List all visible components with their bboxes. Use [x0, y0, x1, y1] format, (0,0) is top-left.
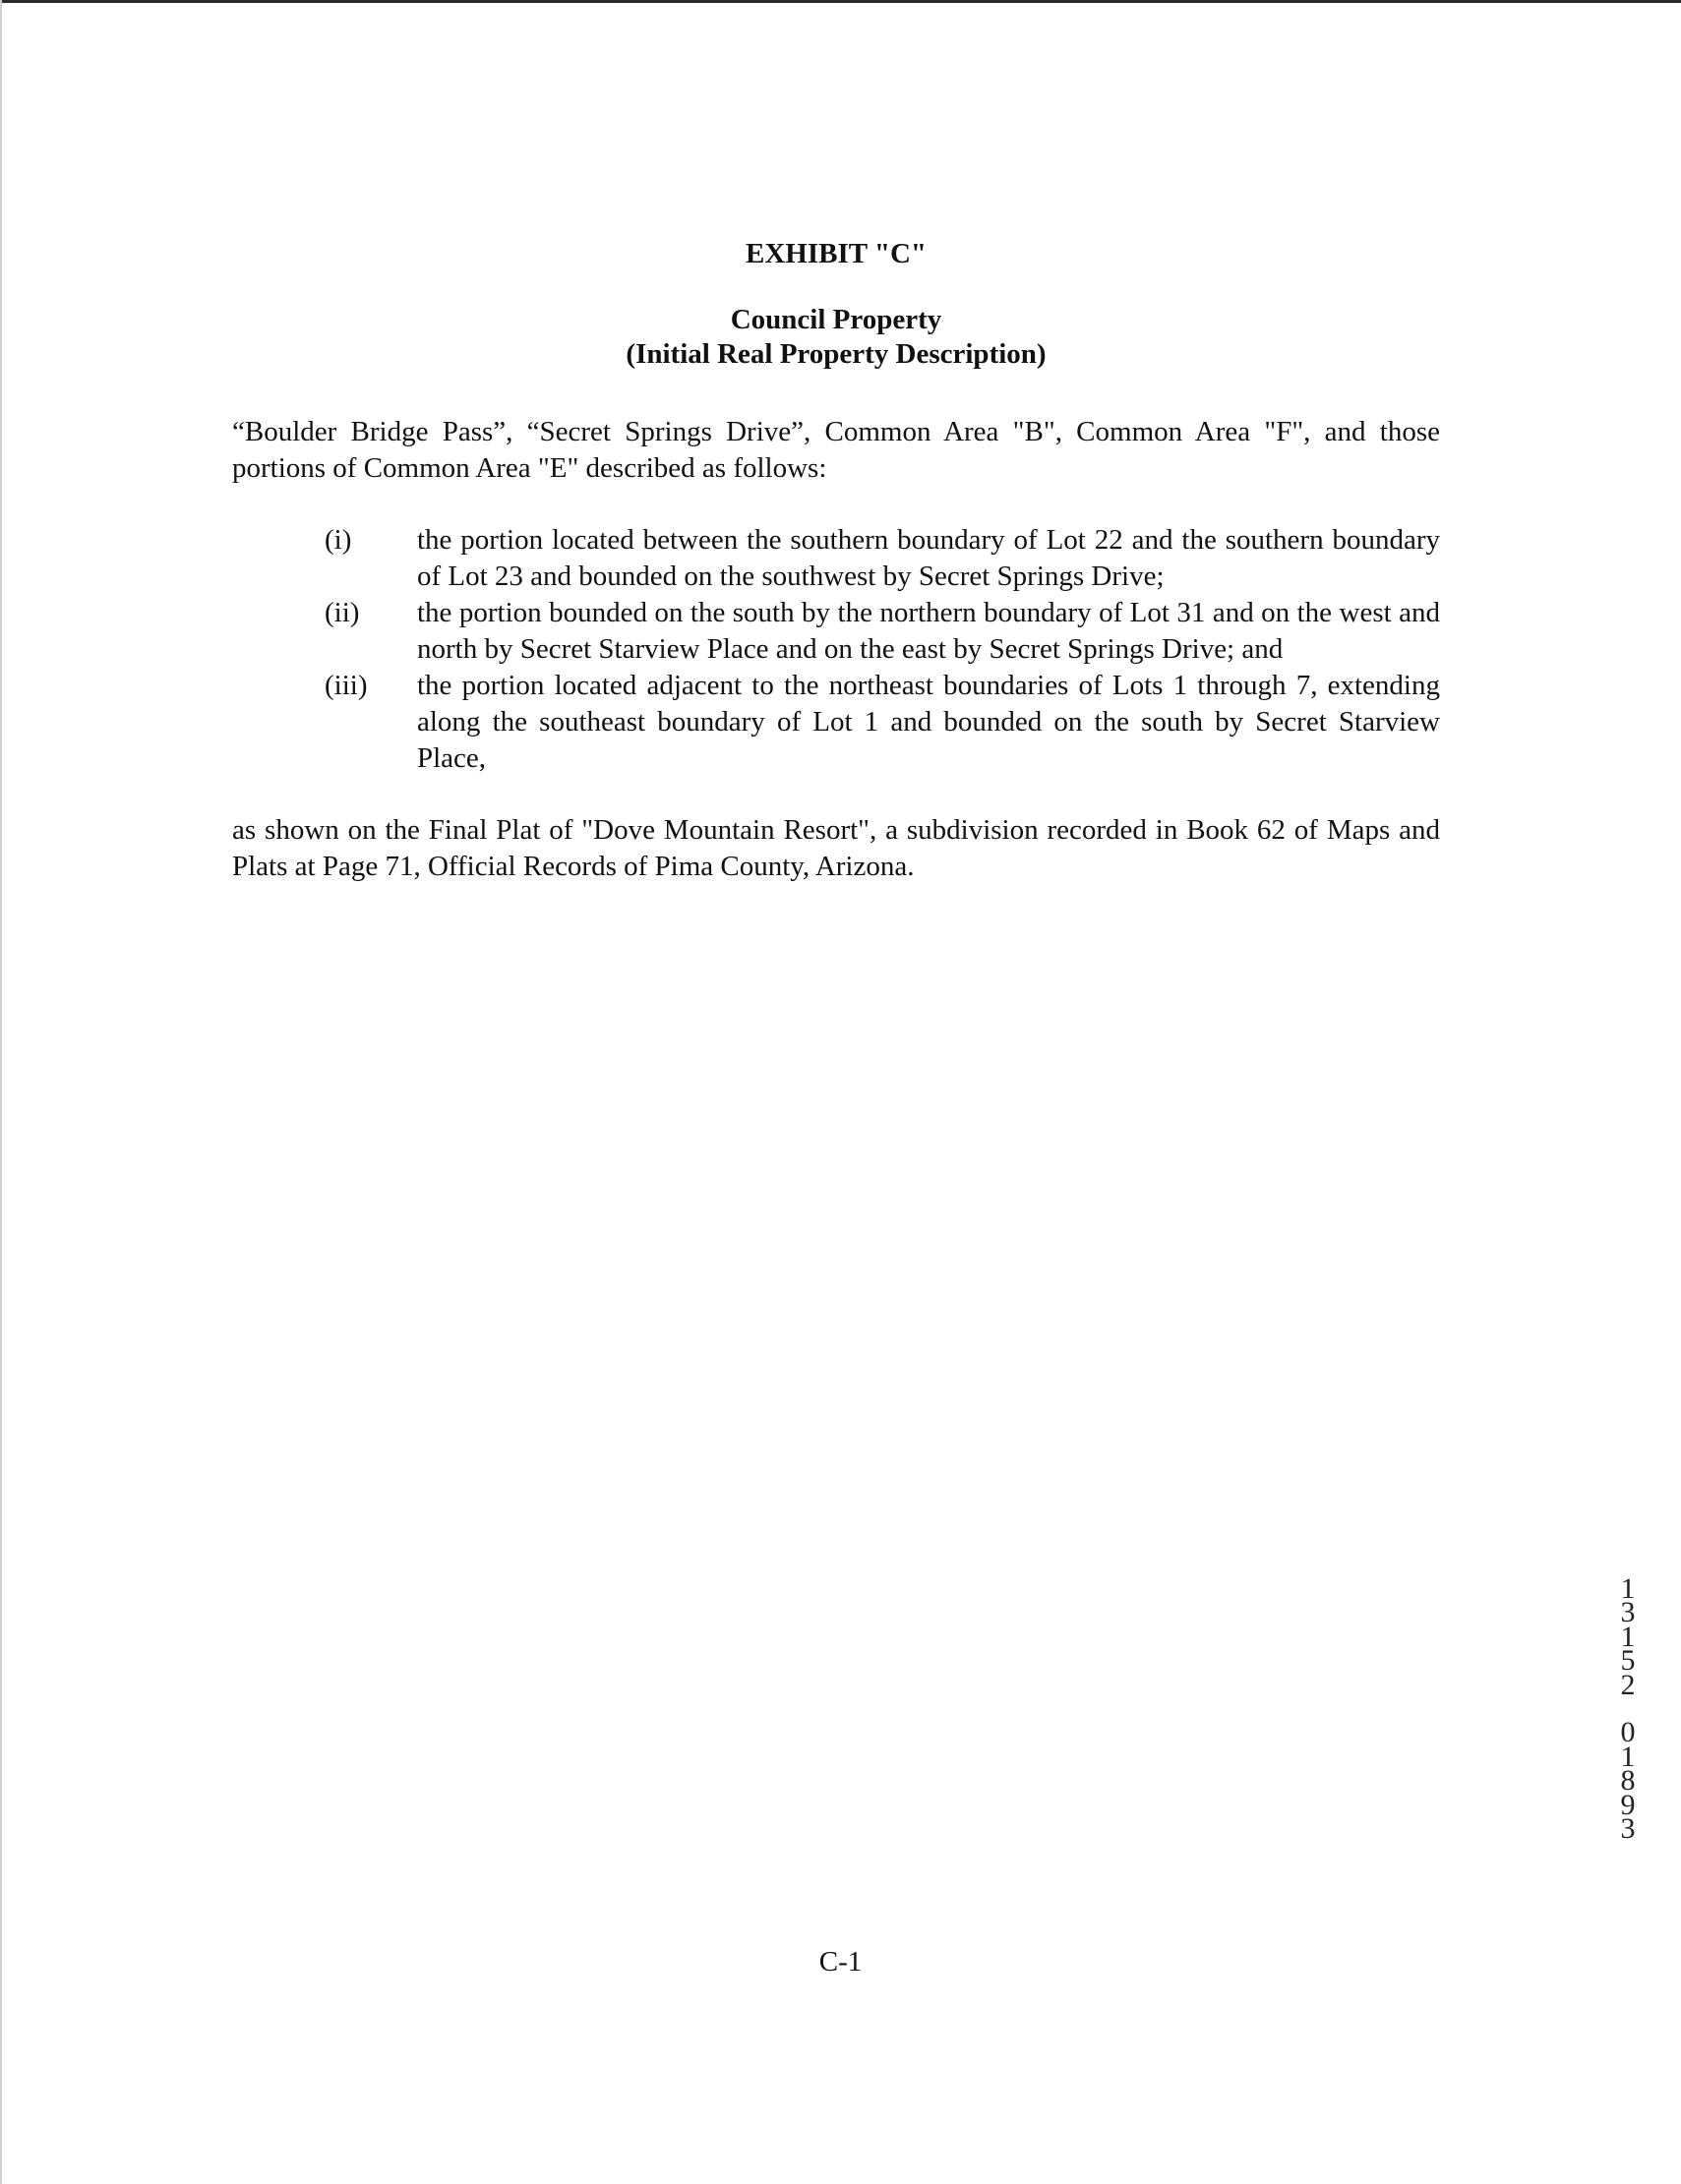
list-item-text: the portion located adjacent to the northeast boundaries of Lots 1 through 7, extending along the southeast boundary of Lot 1 and bounded on the south by Secret Starview Place, [417, 670, 1440, 774]
description-list [232, 522, 1440, 777]
list-item-number: (i) [325, 524, 352, 556]
list-item-text: the portion located between the southern boundary of Lot 22 and the southern boundary of Lot 23 and bounded on the southwest by Secret Springs Drive; [417, 524, 1440, 592]
scan-edge-left [0, 0, 2, 2184]
recording-number: 1 3 1 5 2 0 1 8 9 3 [1620, 1572, 1636, 1846]
list-item-text: the portion bounded on the south by the northern boundary of Lot 31 and on the west and north by Secret Starview Place and on the east by Secret Springs Drive; and [417, 597, 1440, 665]
list-item-number: (iii) [325, 670, 368, 701]
scan-edge-top [0, 0, 1681, 3]
list-item-number: (ii) [325, 597, 360, 628]
list-item [232, 522, 1440, 595]
page-number: C-1 [818, 1946, 863, 1977]
list-item [232, 668, 1440, 777]
section-subtitle: (Initial Real Property Description) [626, 338, 1047, 370]
exhibit-title: EXHIBIT "C" [746, 238, 927, 269]
closing-paragraph: as shown on the Final Plat of "Dove Mountain Resort", a subdivision recorded in Book 62 of Maps and Plats at Page 71, Official Records of Pima County, Arizona. [232, 814, 1440, 882]
list-item [232, 595, 1440, 668]
document-body [232, 236, 1440, 885]
intro-paragraph: “Boulder Bridge Pass”, “Secret Springs Drive”, Common Area "B", Common Area "F", and those portions of Common Area "E" described as follows: [232, 416, 1440, 484]
section-title: Council Property [730, 304, 942, 335]
